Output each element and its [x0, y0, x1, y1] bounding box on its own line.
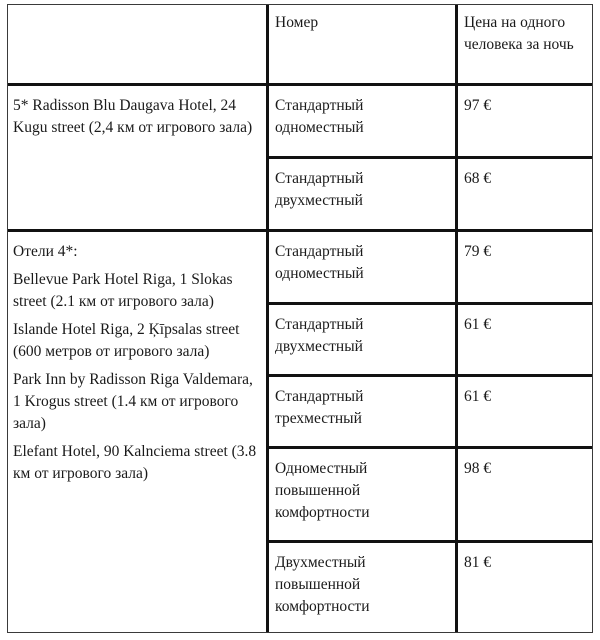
hotel-group-heading: Отели 4*:	[13, 243, 78, 260]
hotel-price-table	[7, 4, 593, 633]
price-cell	[459, 306, 593, 375]
price-value: 68 €	[464, 170, 492, 187]
hotel-description: Park Inn by Radisson Riga Valdemara, 1 Krogus street (1.4 км от игрового зала)	[13, 371, 253, 432]
column-divider	[455, 5, 458, 632]
room-type-cell	[270, 87, 456, 157]
header-room-cell	[270, 5, 456, 85]
room-type-cell	[270, 306, 456, 375]
hotel-group-4-star	[8, 233, 267, 633]
row-divider	[266, 302, 592, 305]
room-type-cell	[270, 450, 456, 541]
room-type-label: Стандартный двухместный	[275, 170, 364, 209]
price-value: 79 €	[464, 243, 492, 260]
price-value: 97 €	[464, 97, 492, 114]
room-type-label: Стандартный одноместный	[275, 97, 364, 136]
room-type-cell	[270, 233, 456, 303]
price-cell	[459, 160, 593, 230]
price-cell	[459, 87, 593, 157]
hotel-description: Bellevue Park Hotel Riga, 1 Slokas street (2.1 км от игрового зала)	[13, 271, 233, 310]
price-cell	[459, 233, 593, 303]
header-price-label: Цена на одного человека за ночь	[464, 14, 574, 53]
price-cell	[459, 450, 593, 541]
row-divider	[266, 156, 592, 159]
price-value: 61 €	[464, 316, 492, 333]
hotel-description: Elefant Hotel, 90 Kalnciema street (3.8 км от игрового зала)	[13, 443, 257, 482]
price-value: 98 €	[464, 460, 492, 477]
room-type-label: Двухместный повышенной комфортности	[275, 554, 370, 615]
room-type-cell	[270, 378, 456, 447]
room-type-cell	[270, 544, 456, 632]
price-value: 61 €	[464, 388, 492, 405]
room-type-label: Стандартный трехместный	[275, 388, 364, 427]
room-type-label: Стандартный двухместный	[275, 316, 364, 355]
row-divider	[266, 446, 592, 449]
price-cell	[459, 378, 593, 447]
price-value: 81 €	[464, 554, 492, 571]
column-divider	[266, 5, 269, 632]
hotel-description: 5* Radisson Blu Daugava Hotel, 24 Kugu street (2,4 км от игрового зала)	[13, 97, 253, 136]
hotel-description: Islande Hotel Riga, 2 Ķīpsalas street (600 метров от игрового зала)	[13, 321, 240, 360]
row-divider	[8, 229, 592, 232]
header-room-label: Номер	[275, 14, 319, 31]
room-type-label: Одноместный повышенной комфортности	[275, 460, 370, 521]
room-type-label: Стандартный одноместный	[275, 243, 364, 282]
hotel-group-5-star	[8, 87, 267, 230]
row-divider	[266, 374, 592, 377]
room-type-cell	[270, 160, 456, 230]
row-divider	[8, 83, 592, 86]
header-hotel-cell	[8, 5, 267, 85]
price-cell	[459, 544, 593, 632]
header-price-cell	[459, 5, 593, 85]
row-divider	[266, 540, 592, 543]
